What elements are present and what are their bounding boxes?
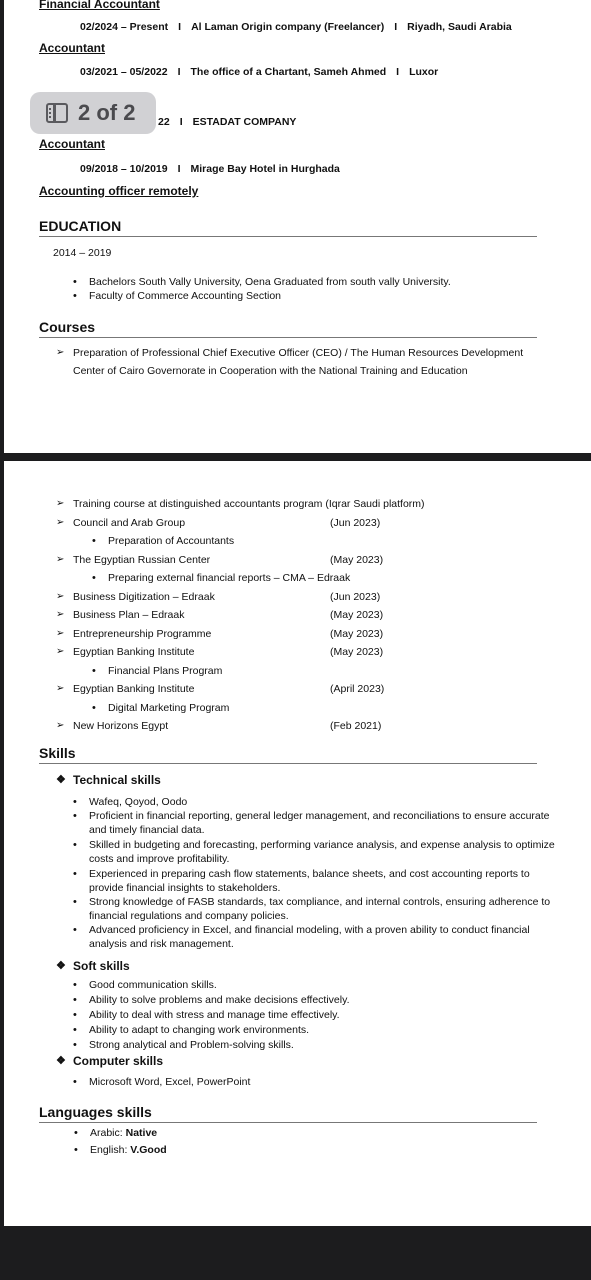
computer-skill-item: • Microsoft Word, Excel, PowerPoint: [89, 1076, 250, 1088]
job-title: Accounting officer remotely: [39, 184, 199, 198]
course-date: (April 2023): [330, 683, 385, 695]
section-divider: [39, 236, 537, 237]
course-sub-item: • Financial Plans Program: [108, 665, 222, 677]
job-date: 03/2021 – 05/2022: [80, 66, 168, 78]
job-place: Riyadh, Saudi Arabia: [407, 21, 512, 33]
language-label: English:: [90, 1144, 128, 1156]
course-date: (Jun 2023): [330, 516, 381, 529]
separator: I: [178, 21, 182, 33]
page-indicator-label: 2 of 2: [78, 100, 136, 125]
language-item: [90, 1144, 167, 1156]
sidebar-icon: [46, 103, 68, 123]
section-divider: [39, 763, 537, 764]
job-dateline: [80, 163, 340, 175]
page-indicator: [30, 92, 156, 134]
course-item: ➢ Preparation of Professional Chief Executive Officer (CEO) / The Human Resources Development: [73, 347, 523, 359]
job-org: Mirage Bay Hotel in Hurghada: [190, 163, 340, 175]
education-item: • Faculty of Commerce Accounting Section: [89, 290, 281, 302]
soft-skill-item: • Ability to deal with stress and manage time effectively.: [89, 1009, 340, 1021]
separator: I: [177, 66, 181, 78]
course-item: ➢ Council and Arab Group: [73, 517, 185, 529]
course-date: (Feb 2021): [330, 720, 382, 732]
job-date: 09/2018 – 10/2019: [80, 163, 168, 175]
course-item: ➢ Entrepreneurship Programme: [73, 628, 211, 640]
job-dateline: [80, 21, 512, 33]
job-title: Financial Accountant: [39, 0, 160, 11]
language-item: [90, 1127, 157, 1139]
soft-skills-heading: ❖ Soft skills: [73, 959, 130, 973]
course-item: ➢ The Egyptian Russian Center: [73, 554, 210, 566]
education-heading: EDUCATION: [39, 218, 122, 234]
course-date: (May 2023): [330, 609, 384, 621]
soft-skill-item: • Ability to adapt to changing work environments.: [89, 1024, 309, 1036]
course-date: (May 2023): [330, 646, 384, 658]
course-sub-item: • Preparation of Accountants: [108, 535, 234, 547]
education-years: 2014 – 2019: [53, 247, 112, 259]
soft-skill-item: • Ability to solve problems and make decisions effectively.: [89, 994, 350, 1006]
job-dateline: [158, 116, 296, 128]
technical-skill-item: • Skilled in budgeting and forecasting, performing variance analysis, and expense analysis to optimize costs and improve profitability.: [89, 838, 559, 866]
computer-skills-heading: ❖ Computer skills: [73, 1054, 163, 1068]
section-divider: [39, 337, 537, 338]
job-date: 02/2024 – Present: [80, 21, 169, 33]
language-label: Arabic:: [90, 1127, 123, 1139]
course-item: ➢ Egyptian Banking Institute: [73, 646, 194, 658]
technical-skill-item: • Experienced in preparing cash flow statements, balance sheets, and cost accounting reports to provide financial insights to stakeholders.: [89, 867, 559, 895]
course-item: ➢ Business Plan – Edraak: [73, 609, 184, 621]
technical-skill-item: • Proficient in financial reporting, general ledger management, and reconciliations to ensure accurate and timely financial data.: [89, 809, 559, 837]
course-item: ➢ Business Digitization – Edraak: [73, 591, 215, 603]
separator: I: [179, 116, 183, 128]
job-date: 22: [158, 116, 170, 128]
document-page-1: [4, 0, 591, 453]
job-place: Luxor: [409, 66, 439, 78]
course-date: (Jun 2023): [330, 590, 381, 603]
technical-skill-item: • Advanced proficiency in Excel, and financial modeling, with a proven ability to conduct financial analysis and risk management.: [89, 923, 559, 951]
separator: I: [396, 66, 400, 78]
section-divider: [39, 1122, 537, 1123]
technical-skills-heading: ❖ Technical skills: [73, 773, 161, 787]
job-title: Accountant: [39, 137, 105, 151]
course-sub-item: • Digital Marketing Program: [108, 702, 229, 714]
course-item: ➢ Training course at distinguished accountants program (Iqrar Saudi platform): [73, 498, 425, 510]
course-date: (May 2023): [330, 627, 384, 640]
soft-skill-item: • Strong analytical and Problem-solving skills.: [89, 1039, 294, 1051]
courses-heading: Courses: [39, 319, 96, 335]
technical-skill-item: • Wafeq, Qoyod, Oodo: [89, 795, 559, 809]
job-org: The office of a Chartant, Sameh Ahmed: [190, 66, 387, 78]
job-title: Accountant: [39, 41, 105, 55]
job-dateline: [80, 66, 438, 78]
course-item: ➢ Egyptian Banking Institute: [73, 683, 194, 695]
skills-heading: Skills: [39, 745, 76, 761]
course-sub-item: • Preparing external financial reports – CMA – Edraak: [108, 572, 350, 584]
technical-skill-item: • Strong knowledge of FASB standards, tax compliance, and internal controls, ensuring adherence to financial regulations and company policies.: [89, 895, 559, 923]
separator: I: [177, 163, 181, 175]
document-page-2: [4, 461, 591, 1226]
education-item: • Bachelors South Vally University, Oena Graduated from south vally University.: [89, 276, 451, 288]
soft-skill-item: • Good communication skills.: [89, 979, 217, 991]
languages-heading: Languages skills: [39, 1104, 152, 1120]
course-item-continued: Center of Cairo Governorate in Cooperation with the National Training and Education: [73, 365, 468, 377]
language-level: V.Good: [130, 1144, 167, 1156]
course-item: ➢ New Horizons Egypt: [73, 720, 168, 732]
language-level: Native: [125, 1127, 158, 1139]
job-org: ESTADAT COMPANY: [192, 116, 297, 128]
course-date: (May 2023): [330, 553, 384, 566]
job-org: Al Laman Origin company (Freelancer): [191, 21, 385, 33]
separator: I: [394, 21, 398, 33]
